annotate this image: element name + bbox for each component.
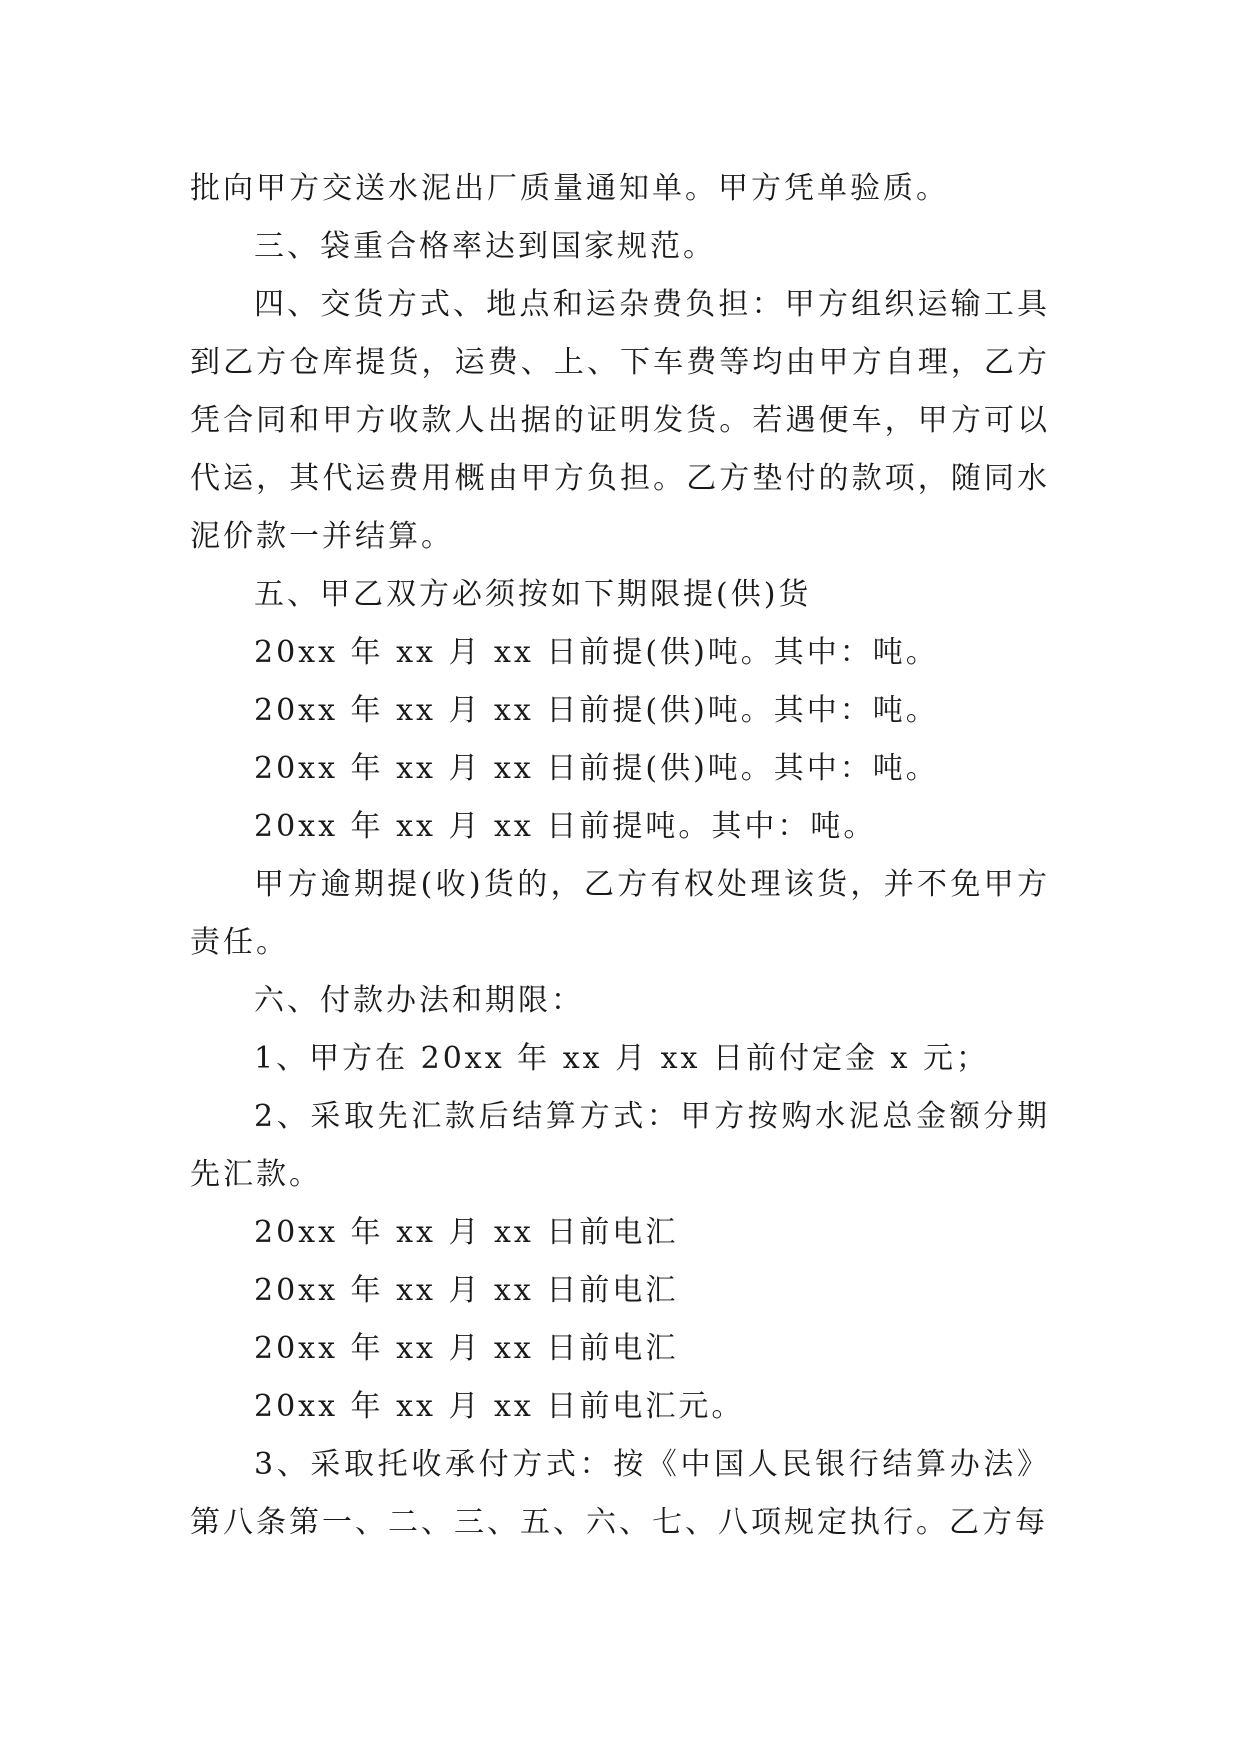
paragraph-schedule-4: 20xx 年 xx 月 xx 日前提吨。其中：吨。 [254, 809, 877, 844]
paragraph-wire-4: 20xx 年 xx 月 xx 日前电汇元。 [254, 1389, 745, 1424]
paragraph-schedule-2: 20xx 年 xx 月 xx 日前提(供)吨。其中：吨。 [254, 693, 939, 728]
paragraph-overdue: 甲方逾期提(收)货的，乙方有权处理该货，并不免甲方责任。 [190, 867, 1050, 960]
paragraph-collection: 3、采取托收承付方式：按《中国人民银行结算办法》第八条第一、二、三、五、六、七、八项规定执行。乙方每 [190, 1447, 1050, 1540]
paragraph-delivery-notice: 批向甲方交送水泥出厂质量通知单。甲方凭单验质。 [190, 171, 949, 206]
paragraph-clause-4: 四、交货方式、地点和运杂费负担：甲方组织运输工具到乙方仓库提货，运费、上、下车费等均由甲方自理，乙方凭合同和甲方收款人出据的证明发货。若遇便车，甲方可以代运，其代运费用概由甲方负担。乙方垫付的款项，随同水泥价款一并结算。 [190, 287, 1050, 554]
paragraph-wire-3: 20xx 年 xx 月 xx 日前电汇 [254, 1331, 679, 1366]
document-body [190, 160, 1050, 1552]
paragraph-prepayment: 2、采取先汇款后结算方式：甲方按购水泥总金额分期先汇款。 [190, 1099, 1050, 1192]
paragraph-schedule-1: 20xx 年 xx 月 xx 日前提(供)吨。其中：吨。 [254, 635, 939, 670]
paragraph-clause-5: 五、甲乙双方必须按如下期限提(供)货 [254, 577, 812, 612]
paragraph-clause-6: 六、付款办法和期限： [254, 983, 584, 1018]
paragraph-wire-1: 20xx 年 xx 月 xx 日前电汇 [254, 1215, 679, 1250]
paragraph-wire-2: 20xx 年 xx 月 xx 日前电汇 [254, 1273, 679, 1308]
paragraph-schedule-3: 20xx 年 xx 月 xx 日前提(供)吨。其中：吨。 [254, 751, 939, 786]
paragraph-deposit: 1、甲方在 20xx 年 xx 月 xx 日前付定金 x 元； [254, 1041, 989, 1076]
paragraph-clause-3: 三、袋重合格率达到国家规范。 [254, 229, 716, 264]
